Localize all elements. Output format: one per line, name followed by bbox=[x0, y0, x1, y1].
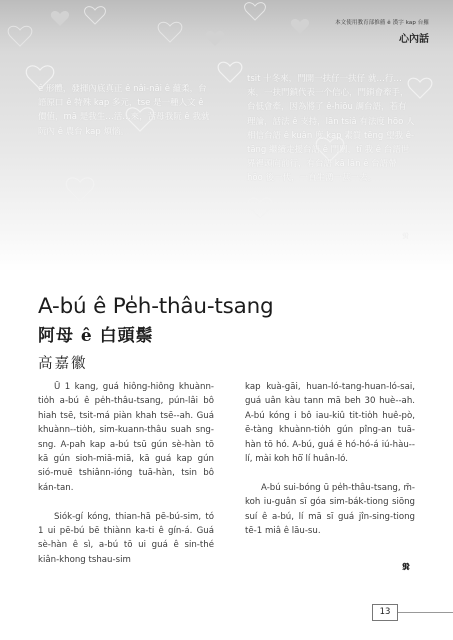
intro-quote-area bbox=[0, 52, 453, 272]
footer-divider bbox=[398, 612, 453, 613]
paragraph: Ū 1 kang, guá hiông-hiông khuànn-tio̍h a-bú ê pe̍h-thâu-tsang, pún-lâi bô hiah tsē, tsit-má piàn khah tsē--ah. Guá khuànn--tio̍h, sim-kuann-thâu suah sng-sng. A-pah kap a-bú tsū gún sè-hàn tō kā gún sioh-miā-miā, kā guá kap gún sió-muē tshiânn-ióng tuā-hàn, tsin bô kán-tan. bbox=[38, 382, 214, 493]
article-end-mark: 𝕹 bbox=[402, 562, 410, 573]
section-title: 心內話 bbox=[399, 34, 429, 45]
body-column-left bbox=[38, 380, 214, 582]
heart-pattern-decoration bbox=[0, 0, 453, 52]
article-author: 高嘉徽 bbox=[38, 356, 88, 372]
page-header bbox=[0, 0, 453, 52]
article-subtitle: 阿母 ê 白頭鬃 bbox=[38, 326, 154, 346]
quote-end-mark: 𝕹 bbox=[402, 232, 409, 242]
article-title: A-bú ê Pe̍h-thâu-tsang bbox=[38, 294, 274, 319]
paragraph: Siók-gí kóng, thian-hā pē-bú-sim, tó 1 ui pē-bú bē thiànn ka-ti ê gín-á. Guá sè-hàn ê sì, a-bú tō ui guá ê sin-thé kiân-khong tshau-sim bbox=[38, 511, 214, 565]
intro-quote-right: tsit 十冬來，門開一扶仔一扶仔 就…行…來，一扶門鎖代表一个信心，門鎖會牽手，台低會牽，因為將了 ê-hiōu 調台語，若有理論，話法 ê 支持，lān tsiâ 有法度 hōo 人相信台語 ê kuân 度 kap 素質 tēng 望我 ê-tāng 繼續走援台語 ê 門關，tī 我 ê 台語世界裡頭向前行，有台語 kā lân ê 台語帶 hōo 後一代，一直生湧一甚一去。 bbox=[247, 74, 415, 184]
paragraph: kap kuà-gāi, huan-ló-tang-huan-ló-sai, guá uân kàu tann mā beh 30 huè--ah. A-bú kóng i bô iau-kiû tit-tio̍h huê-pò, ē-tàng khuànn-tio̍h gún pîng-an tuā-hàn tō hó. A-bú, guá ē hó-hó-á iú-hàu--lí, mài koh hō͘ lí huân-ló. bbox=[245, 382, 415, 465]
header-note: 本文使用教育部推薦 ê 漢字 kap 台羅 bbox=[335, 20, 429, 26]
body-column-right bbox=[245, 380, 415, 553]
intro-quote-left: ê 形體，發揮內底真正 ê nâi-nāi ê 蘊柔，台語原口 ê 特殊 kap 多元，tse 是一種人文 ê 價值，mā 是我生…活…來，苦母我阮 ê 我就阮內 ê 農台 kap 煩惱。 bbox=[38, 84, 210, 137]
paragraph: A-bú sui-bóng ū pe̍h-thâu-tsang, m̄-koh iu-guân sī góa sim-bák-tiong siōng suí ê a-bú, lí mā sī guá jîn-sing-tiong tē-1 miâ ê lāu-su. bbox=[245, 482, 415, 537]
page-number: 13 bbox=[372, 604, 398, 621]
